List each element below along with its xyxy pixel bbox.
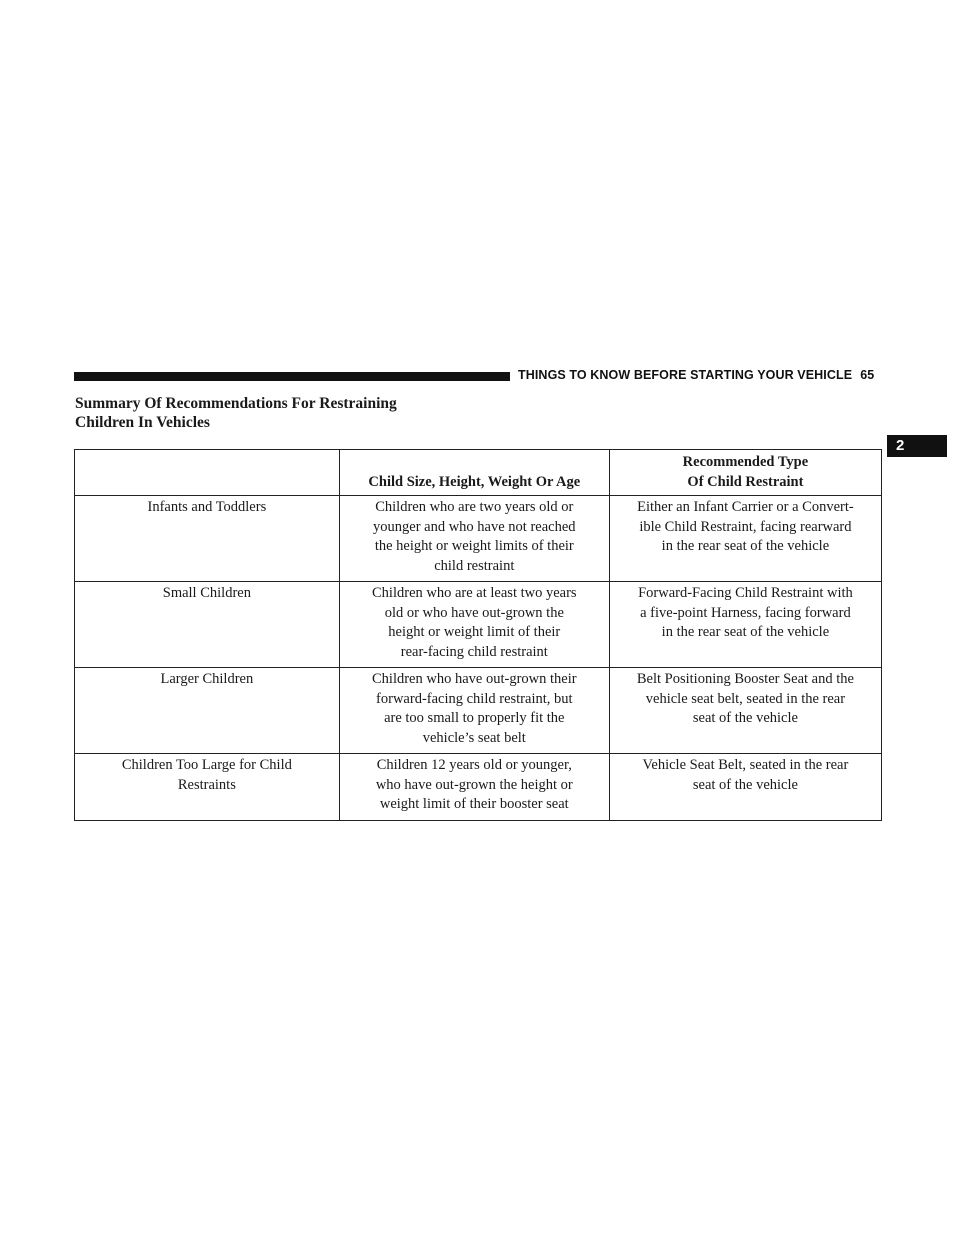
- cell-category: [75, 496, 340, 582]
- size-line: weight limit of their booster seat: [379, 796, 569, 812]
- cell-category: [75, 754, 340, 821]
- table-row: [75, 668, 882, 754]
- cell-size: [339, 668, 609, 754]
- size-line: the height or weight limits of their: [374, 538, 574, 554]
- header-rule: [74, 372, 510, 381]
- section-title-line-1: Summary Of Recommendations For Restraining: [75, 395, 397, 412]
- size-line: child restraint: [434, 557, 515, 574]
- header-cell-restraint: [609, 450, 881, 496]
- header-cell-size: [339, 450, 609, 496]
- table-row: [75, 496, 882, 582]
- restraint-line: seat of the vehicle: [692, 710, 798, 726]
- chapter-tab: 2: [887, 435, 947, 457]
- running-header: [518, 368, 874, 382]
- cell-restraint: [609, 582, 881, 668]
- cell-restraint: [609, 754, 881, 821]
- cell-size: [339, 496, 609, 582]
- header-restraint-line: Recommended Type: [682, 454, 809, 470]
- page-number: 65: [860, 368, 875, 382]
- header-cell-category: [75, 450, 340, 496]
- restraint-line: Vehicle Seat Belt, seated in the rear: [642, 757, 849, 773]
- size-line: Children who have out-grown their: [372, 671, 577, 687]
- restraint-line: vehicle seat belt, seated in the rear: [645, 690, 846, 707]
- cell-restraint: [609, 496, 881, 582]
- restraint-line: a five-point Harness, facing forward: [640, 604, 851, 621]
- recommendations-table: [74, 449, 882, 821]
- cell-size: [339, 754, 609, 821]
- running-header-title: THINGS TO KNOW BEFORE STARTING YOUR VEHICLE: [518, 368, 853, 382]
- section-title: [75, 394, 397, 432]
- table-body: [75, 496, 882, 821]
- restraint-line: in the rear seat of the vehicle: [661, 538, 830, 554]
- restraint-line: Forward-Facing Child Restraint with: [638, 585, 853, 601]
- table-header-row: [75, 450, 882, 496]
- restraint-line: in the rear seat of the vehicle: [661, 624, 830, 640]
- size-line: Children who are two years old or: [375, 499, 574, 515]
- header-restraint-line: Of Child Restraint: [687, 473, 804, 490]
- category-line: Children Too Large for Child: [121, 757, 292, 773]
- restraint-line: Either an Infant Carrier or a Convert-: [637, 499, 854, 515]
- table-row: [75, 754, 882, 821]
- category-line: Larger Children: [160, 671, 254, 687]
- table-row: [75, 582, 882, 668]
- category-line: Small Children: [162, 585, 251, 601]
- restraint-line: seat of the vehicle: [692, 776, 798, 793]
- category-line: Restraints: [177, 776, 236, 793]
- size-line: Children 12 years old or younger,: [376, 757, 572, 773]
- size-line: vehicle’s seat belt: [422, 729, 526, 746]
- size-line: height or weight limit of their: [388, 624, 561, 640]
- category-line: Infants and Toddlers: [147, 499, 267, 515]
- size-line: Children who are at least two years: [372, 585, 577, 601]
- size-line: are too small to properly fit the: [384, 710, 565, 726]
- size-line: younger and who have not reached: [373, 518, 576, 535]
- cell-category: [75, 668, 340, 754]
- cell-size: [339, 582, 609, 668]
- restraint-line: ible Child Restraint, facing rearward: [639, 518, 852, 535]
- size-line: rear-facing child restraint: [400, 643, 548, 660]
- cell-restraint: [609, 668, 881, 754]
- restraint-line: Belt Positioning Booster Seat and the: [636, 671, 854, 687]
- size-line: forward-facing child restraint, but: [376, 690, 573, 707]
- cell-category: [75, 582, 340, 668]
- section-title-line-2: Children In Vehicles: [75, 414, 210, 431]
- size-line: old or who have out-grown the: [384, 604, 564, 621]
- size-line: who have out-grown the height or: [375, 776, 573, 793]
- header-size-line: Child Size, Height, Weight Or Age: [368, 473, 581, 490]
